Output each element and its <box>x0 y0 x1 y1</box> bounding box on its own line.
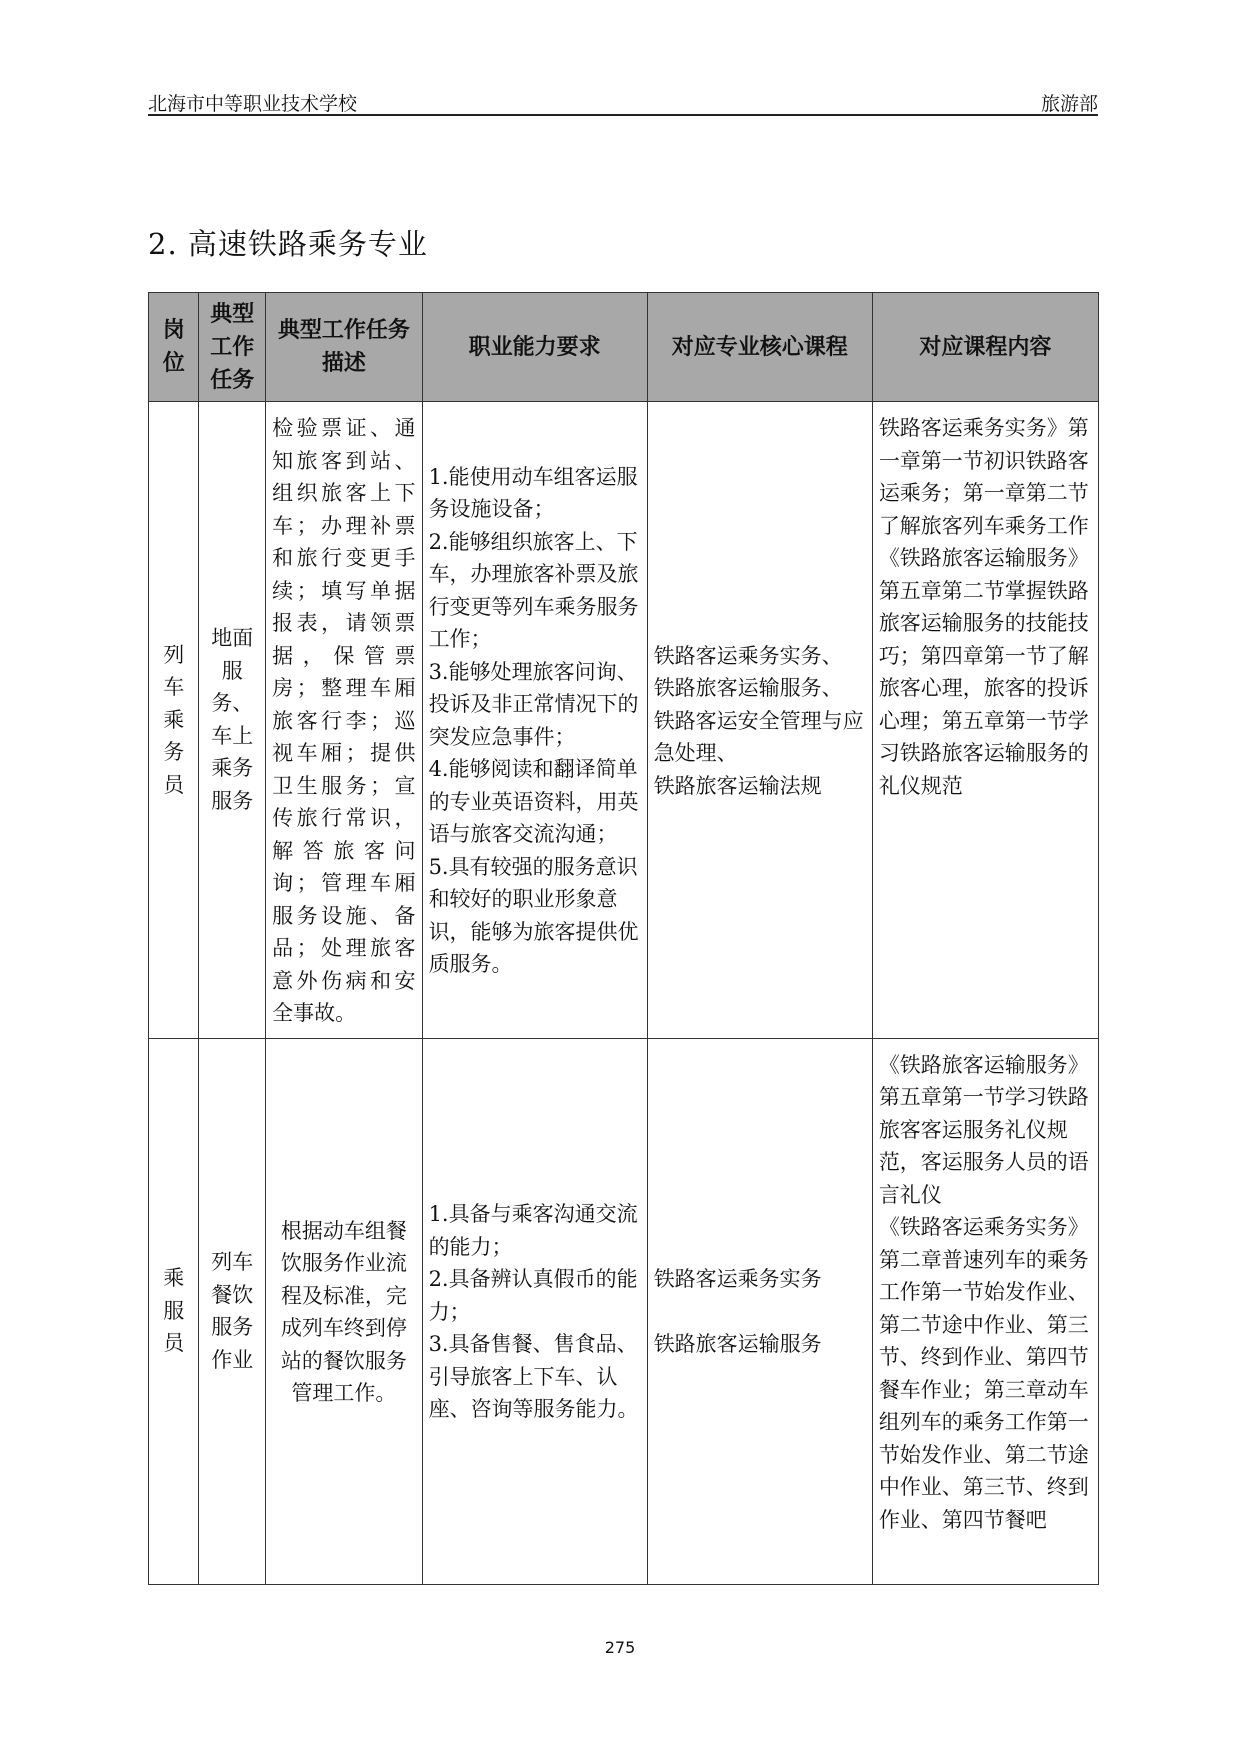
requirements-cell-wrapper <box>422 402 647 1039</box>
content-cell-wrapper <box>872 402 1098 1039</box>
table-header-row <box>149 293 1099 402</box>
page-header <box>148 86 1098 116</box>
content-cell-wrapper <box>872 1038 1098 1584</box>
description-cell: 根据动车组餐饮服务作业流程及标准，完成列车终到停站的餐饮服务管理工作。 <box>280 1218 407 1405</box>
courses-cell-wrapper <box>647 402 872 1039</box>
section-title: 2. 高速铁路乘务专业 <box>148 227 428 261</box>
column-header-typical-task: 典型 工作 任务 <box>199 293 266 402</box>
description-cell-wrapper <box>266 402 422 1039</box>
courses-cell: 铁路客运乘务实务、 铁路旅客运输服务、 铁路客运安全管理与应急处理、 铁路旅客运输法规 <box>653 643 864 798</box>
requirements-cell-wrapper <box>422 1038 647 1584</box>
column-header-core-courses: 对应专业核心课程 <box>647 293 872 402</box>
requirements-cell: 1.具备与乘客沟通交流的能力； 2.具备辨认真假币的能力； 3.具备售餐、售食品、引导旅客上下车、认座、咨询等服务能力。 <box>428 1202 639 1422</box>
table-row <box>149 1038 1099 1584</box>
content-cell: 铁路客运乘务实务》第一章第一节初识铁路客运乘务；第一章第二节了解旅客列车乘务工作 《铁路旅客运输服务》第五章第二节掌握铁路旅客运输服务的技能技巧；第四章第一节了解旅客心理，旅客的投诉心理；第五章第一节学习铁路旅客运输服务的礼仪规范 <box>878 416 1089 798</box>
column-header-course-content: 对应课程内容 <box>872 293 1098 402</box>
courses-cell: 铁路客运乘务实务 铁路旅客运输服务 <box>653 1267 822 1357</box>
competency-table <box>148 292 1099 1585</box>
description-cell: 检验票证、通知旅客到站、组织旅客上下车；办理补票和旅行变更手续；填写单据报表，请领票据，保管票房；整理车厢旅客行李；巡视车厢；提供卫生服务；宣传旅行常识，解答旅客问询；管理车厢服务设施、备品；处理旅客意外伤病和安全事故。 <box>272 416 416 1025</box>
task-cell: 地面 服 务、 车上 乘务 服务 <box>199 402 266 1039</box>
column-header-ability-requirements: 职业能力要求 <box>422 293 647 402</box>
page-number: 275 <box>604 1638 636 1657</box>
content-cell: 《铁路旅客运输服务》第五章第一节学习铁路旅客客运服务礼仪规范，客运服务人员的语言礼仪 《铁路客运乘务实务》第二章普速列车的乘务工作第一节始发作业、第二节途中作业、第三节、终到作业、第四节餐车作业；第三章动车组列车的乘务工作第一节始发作业、第二节途中作业、第三节、终到作业、第四节餐吧 <box>878 1052 1089 1532</box>
description-cell-wrapper <box>266 1038 422 1584</box>
column-header-task-description: 典型工作任务 描述 <box>266 293 422 402</box>
school-name: 北海市中等职业技术学校 <box>148 93 358 115</box>
task-cell: 列车 餐饮 服务 作业 <box>199 1038 266 1584</box>
department-name: 旅游部 <box>1040 93 1098 115</box>
table-row <box>149 402 1099 1039</box>
column-header-post: 岗 位 <box>149 293 199 402</box>
post-cell: 乘 服 员 <box>149 1038 199 1584</box>
post-cell: 列 车 乘 务 员 <box>149 402 199 1039</box>
requirements-cell: 1.能使用动车组客运服务设施设备； 2.能够组织旅客上、下车，办理旅客补票及旅行变更等列车乘务服务工作； 3.能够处理旅客问询、投诉及非正常情况下的突发应急事件； 4.能够阅读和翻译简单的专业英语资料，用英语与旅客交流沟通； 5.具有较强的服务意识和较好的职业形象意识，能够为旅客提供优质服务。 <box>428 464 639 977</box>
courses-cell-wrapper <box>647 1038 872 1584</box>
